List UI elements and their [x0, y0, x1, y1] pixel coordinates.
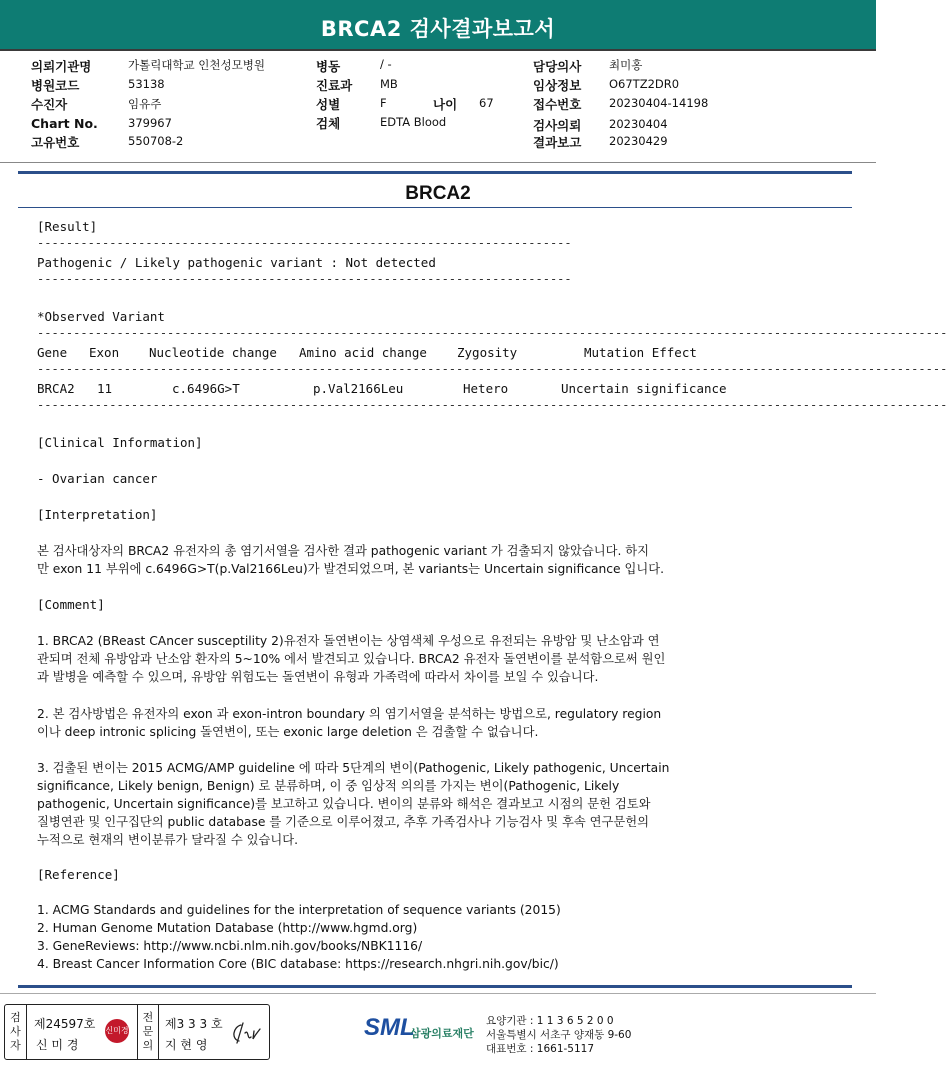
value-requesting-institution: 가톨릭대학교 인천성모병원: [128, 58, 265, 72]
value-clinical-info: O67TZ2DR0: [609, 77, 680, 91]
role-char: 의: [142, 1039, 154, 1052]
comment-line: pathogenic, Uncertain significance)를 보고하고 있습니다. 변이의 분류와 해석은 결과보고 시점의 문헌 검토와: [37, 797, 651, 811]
cell-amino-acid-change: p.Val2166Leu: [313, 381, 404, 396]
comment-line: 이나 deep intronic splicing 돌연변이, 또는 exonic large deletion 은 검출할 수 없습니다.: [37, 725, 539, 739]
label-chart-no: Chart No.: [31, 116, 98, 131]
col-gene: Gene: [37, 345, 68, 360]
comment-line: 1. BRCA2 (BReast CAncer susceptility 2)유전자 돌연변이는 상염색체 우성으로 유전되는 유방암 및 난소암과 연: [37, 634, 660, 648]
role-char: 검: [10, 1011, 21, 1024]
signer-2-role: [137, 1005, 159, 1059]
section-top-rule: [18, 171, 852, 174]
label-report-date: 결과보고: [533, 135, 582, 150]
interpretation-line: 만 exon 11 부위에 c.6496G>T(p.Val2166Leu)가 발견되었으며, 본 variants는 Uncertain significance 입니다.: [37, 562, 665, 576]
clinical-heading: [Clinical Information]: [37, 435, 203, 450]
value-hospital-code: 53138: [128, 77, 165, 91]
cell-mutation-effect: Uncertain significance: [561, 381, 727, 396]
org-address: 서울특별시 서초구 양재동 9-60: [486, 1029, 632, 1041]
label-department: 진료과: [316, 78, 353, 93]
interpretation-text: [37, 542, 664, 578]
comment-paragraph-3: [37, 759, 669, 849]
value-patient: 임유주: [128, 97, 162, 111]
result-text: Pathogenic / Likely pathogenic variant : Not detected: [37, 255, 436, 270]
comment-line: 3. 검출된 변이는 2015 ACMG/AMP guideline 에 따라 5단계의 변이(Pathogenic, Likely pathogenic, Uncertain: [37, 761, 670, 775]
logo-name: 삼광의료재단: [410, 1027, 474, 1040]
comment-line: 과 발병을 예측할 수 있으며, 유방암 위험도는 돌연변이 유형과 가족력에 따라서 차이를 보일 수 있습니다.: [37, 670, 599, 684]
comment-heading: [Comment]: [37, 597, 105, 612]
interpretation-line: 본 검사대상자의 BRCA2 유전자의 총 염기서열을 검사한 결과 pathogenic variant 가 검출되지 않았습니다. 하지: [37, 544, 650, 558]
label-patient: 수진자: [31, 97, 68, 112]
reference-item: 3. GeneReviews: http://www.ncbi.nlm.nih.gov/books/NBK1116/: [37, 939, 423, 953]
col-nucleotide-change: Nucleotide change: [149, 345, 277, 360]
signer-1-license: 제24597호: [34, 1017, 96, 1031]
value-age: 67: [479, 96, 494, 110]
value-report-date: 20230429: [609, 134, 668, 148]
table-dash-bottom: ------------------------------------------------------------------------------------------------------------------------------: [37, 398, 947, 412]
reference-item: 1. ACMG Standards and guidelines for the interpretation of sequence variants (2015): [37, 903, 561, 917]
comment-line: 2. 본 검사방법은 유전자의 exon 과 exon-intron boundary 의 염기서열을 분석하는 방법으로, regulatory region: [37, 707, 662, 721]
cell-nucleotide-change: c.6496G>T: [172, 381, 240, 396]
col-amino-acid-change: Amino acid change: [299, 345, 427, 360]
label-accession-no: 접수번호: [533, 97, 582, 112]
label-physician: 담당의사: [533, 59, 582, 74]
value-unique-id: 550708-2: [128, 134, 184, 148]
role-char: 전: [142, 1011, 154, 1024]
label-request-date: 검사의뢰: [533, 118, 582, 133]
signer-1-role: [5, 1005, 27, 1059]
label-requesting-institution: 의뢰기관명: [31, 59, 92, 74]
label-ward: 병동: [316, 59, 341, 74]
org-code: 요양기관 : 1 1 3 6 5 2 0 0: [486, 1015, 614, 1027]
observed-heading: *Observed Variant: [37, 309, 165, 324]
signer-2-signature: [227, 1019, 263, 1047]
signature-box: [4, 1004, 270, 1060]
role-char: 사: [10, 1025, 21, 1038]
role-char: 자: [10, 1039, 21, 1052]
sml-logo: [364, 1014, 484, 1048]
org-phone: 대표번호 : 1661-5117: [486, 1043, 595, 1055]
interpretation-heading: [Interpretation]: [37, 507, 158, 522]
signer-2-name: 지 현 영: [165, 1038, 208, 1052]
comment-paragraph-1: [37, 632, 665, 686]
report-title: BRCA2 검사결과보고서: [320, 17, 556, 41]
role-char: 문: [142, 1025, 154, 1038]
comment-paragraph-2: [37, 705, 661, 741]
label-clinical-info: 임상정보: [533, 78, 582, 93]
table-dash-top: ------------------------------------------------------------------------------------------------------------------------------: [37, 326, 947, 340]
section-title: BRCA2: [405, 183, 471, 204]
reference-item: 4. Breast Cancer Information Core (BIC database: https://research.nhgri.nih.gov/bic/): [37, 957, 559, 971]
label-sex: 성별: [316, 97, 341, 112]
label-specimen: 검체: [316, 116, 341, 131]
cell-zygosity: Hetero: [463, 381, 509, 396]
logo-mark: SML: [364, 1014, 415, 1041]
value-physician: 최미홍: [609, 58, 643, 72]
label-hospital-code: 병원코드: [31, 78, 80, 93]
reference-heading: [Reference]: [37, 867, 120, 882]
signer-1-name: 신 미 경: [36, 1038, 79, 1052]
footer-divider: [0, 993, 876, 994]
value-chart-no: 379967: [128, 116, 172, 130]
value-accession-no: 20230404-14198: [609, 96, 709, 110]
table-dash-mid: ------------------------------------------------------------------------------------------------------------------------------: [37, 362, 947, 376]
value-department: MB: [380, 77, 398, 91]
col-exon: Exon: [89, 345, 120, 360]
cell-exon: 11: [97, 381, 113, 396]
signer-1-seal: 신미경: [105, 1019, 129, 1043]
signer-2-license: 제3 3 3 호: [165, 1017, 223, 1031]
label-age: 나이: [433, 97, 458, 112]
col-mutation-effect: Mutation Effect: [584, 345, 697, 360]
reference-item: 2. Human Genome Mutation Database (http://www.hgmd.org): [37, 921, 418, 935]
label-unique-id: 고유번호: [31, 135, 80, 150]
comment-line: significance, Likely benign, Benign) 로 분류하며, 이 중 임상적 의의를 가지는 변이(Pathogenic, Likely: [37, 779, 620, 793]
col-zygosity: Zygosity: [457, 345, 518, 360]
footer-top-rule: [18, 985, 852, 988]
comment-line: 질병연관 및 인구집단의 public database 를 기준으로 이루어졌고, 추후 가족검사나 기능검사 및 후속 연구문헌의: [37, 815, 650, 829]
report-title-bar: [0, 0, 876, 51]
value-specimen: EDTA Blood: [380, 115, 447, 129]
result-dash-bottom: --------------------------------------------------------------------------: [37, 272, 572, 286]
comment-line: 누적으로 현재의 변이분류가 달라질 수 있습니다.: [37, 833, 299, 847]
clinical-text: - Ovarian cancer: [37, 471, 158, 486]
section-underline: [18, 207, 852, 208]
value-request-date: 20230404: [609, 117, 668, 131]
header-divider: [0, 162, 876, 163]
result-dash-top: --------------------------------------------------------------------------: [37, 236, 572, 250]
result-heading: [Result]: [37, 219, 98, 234]
value-sex: F: [380, 96, 387, 110]
comment-line: 관되며 전체 유방암과 난소암 환자의 5~10% 에서 발견되고 있습니다. BRCA2 유전자 돌연변이를 분석함으로써 원인: [37, 652, 666, 666]
value-ward: / -: [380, 57, 392, 71]
cell-gene: BRCA2: [37, 381, 75, 396]
